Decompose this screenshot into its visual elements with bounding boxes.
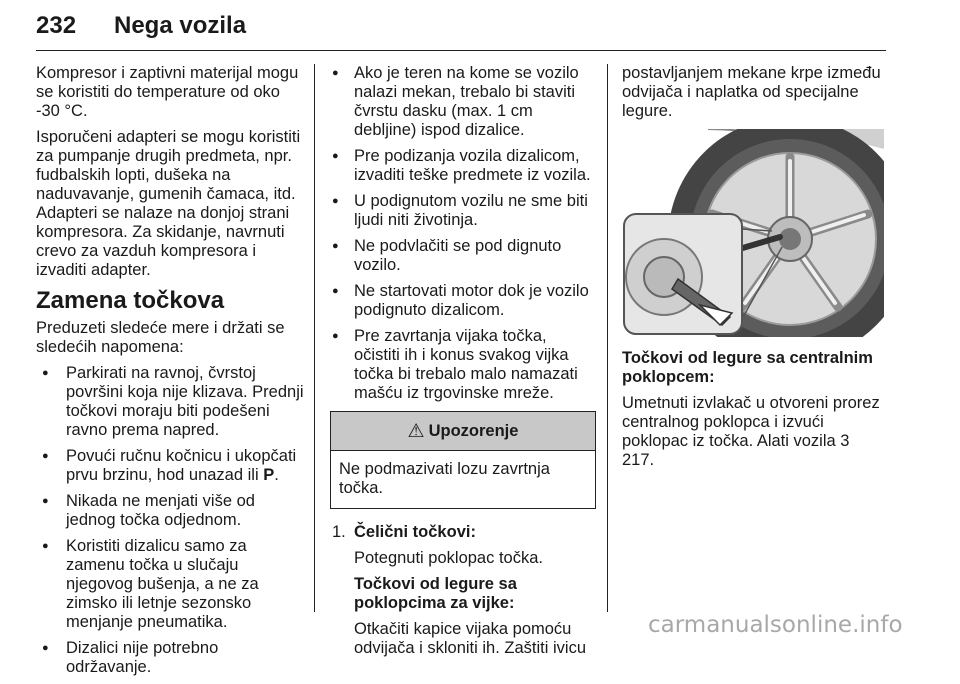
wheel-illustration-svg (622, 129, 884, 337)
step-number: 1. (332, 523, 346, 541)
paragraph: Otkačiti kapice vijaka pomoću odvijača i skloniti ih. Zaštiti ivicu (354, 620, 586, 657)
bullet-list (330, 64, 596, 403)
paragraph: postavljanjem mekane krpe između odvijača i naplatka od specijalne legure. (622, 64, 881, 120)
paragraph: Potegnuti poklopac točka. (354, 549, 543, 567)
column-1 (36, 64, 304, 684)
watermark: carmanualsonline.info (648, 612, 903, 638)
numbered-step (330, 523, 596, 658)
paragraph: Preduzeti sledeće mere i držati se sledećih napomena: (36, 319, 285, 356)
sub-title: Točkovi od legure sa centralnim poklopcem: (622, 349, 873, 386)
list-item: ● Dizalici nije potrebno održavanje. (36, 639, 304, 677)
warning-box (330, 411, 596, 509)
list-item: ● Nikada ne menjati više od jednog točka odjednom. (36, 492, 304, 530)
list-item: ● Ako je teren na kome se vozilo nalazi mekan, trebalo bi staviti čvrstu dasku (max. 1 cm debljine) ispod dizalice. (330, 64, 596, 140)
section-heading: Zamena točkova (36, 287, 225, 314)
wheel-cover-illustration (622, 129, 884, 337)
warning-header (331, 412, 595, 451)
paragraph: Isporučeni adapteri se mogu koristiti za pumpanje drugih predmeta, npr. fudbalskih lopti, dušeka na naduvavanje, gumenih čamaca, itd. Adapteri se nalaze na donjoj strani kompresora. Za skidanje, navrnuti crevo za vazduh kompresora i izvaditi adapter. (36, 128, 301, 279)
paragraph: Umetnuti izvlakač u otvoreni prorez centralnog poklopca i izvući poklopac iz točka. Alati vozila 3 217. (622, 394, 880, 469)
page-number: 232 (36, 12, 77, 39)
list-item: ● Koristiti dizalicu samo za zamenu točka u slučaju njegovog bušenja, a ne za zimsko ili letnje sezonsko menjanje pneumatika. (36, 537, 304, 632)
page-reference-arrow-icon: 3 (840, 432, 850, 450)
column-3 (622, 64, 884, 477)
list-item: ● Parkirati na ravnoj, čvrstoj površini koja nije klizava. Prednji točkovi moraju biti podešeni ravno prema napred. (36, 364, 304, 440)
column-2 (330, 64, 596, 665)
list-item: ● Povući ručnu kočnicu i ukopčati prvu brzinu, hod unazad ili P. (36, 447, 304, 485)
list-item: ● Pre zavrtanja vijaka točka, očistiti ih i konus svakog vijka točka bi trebalo malo namazati mašću iz trgovinske mreže. (330, 327, 596, 403)
paragraph: Kompresor i zaptivni materijal mogu se koristiti do temperature od oko -30 °C. (36, 64, 299, 120)
page-header (36, 4, 886, 51)
list-item: ● Pre podizanja vozila dizalicom, izvaditi teške predmete iz vozila. (330, 147, 596, 185)
warning-text: Ne podmazivati lozu zavrtnja točka. (339, 460, 550, 497)
bullet-list (36, 364, 304, 677)
sub-title: Točkovi od legure sa poklopcima za vijke: (354, 575, 517, 612)
list-item: ● U podignutom vozilu ne sme biti ljudi niti životinja. (330, 192, 596, 230)
column-divider (607, 64, 608, 612)
warning-triangle-icon: ⚠ (407, 420, 425, 442)
warning-title: Upozorenje (428, 421, 519, 440)
column-divider (314, 64, 315, 612)
list-item: ● Ne startovati motor dok je vozilo podignuto dizalicom. (330, 282, 596, 320)
step-title: Čelični točkovi: (354, 523, 476, 541)
gear-p-label: P (263, 466, 275, 484)
list-item: ● Ne podvlačiti se pod dignuto vozilo. (330, 237, 596, 275)
page-title: Nega vozila (114, 12, 247, 39)
